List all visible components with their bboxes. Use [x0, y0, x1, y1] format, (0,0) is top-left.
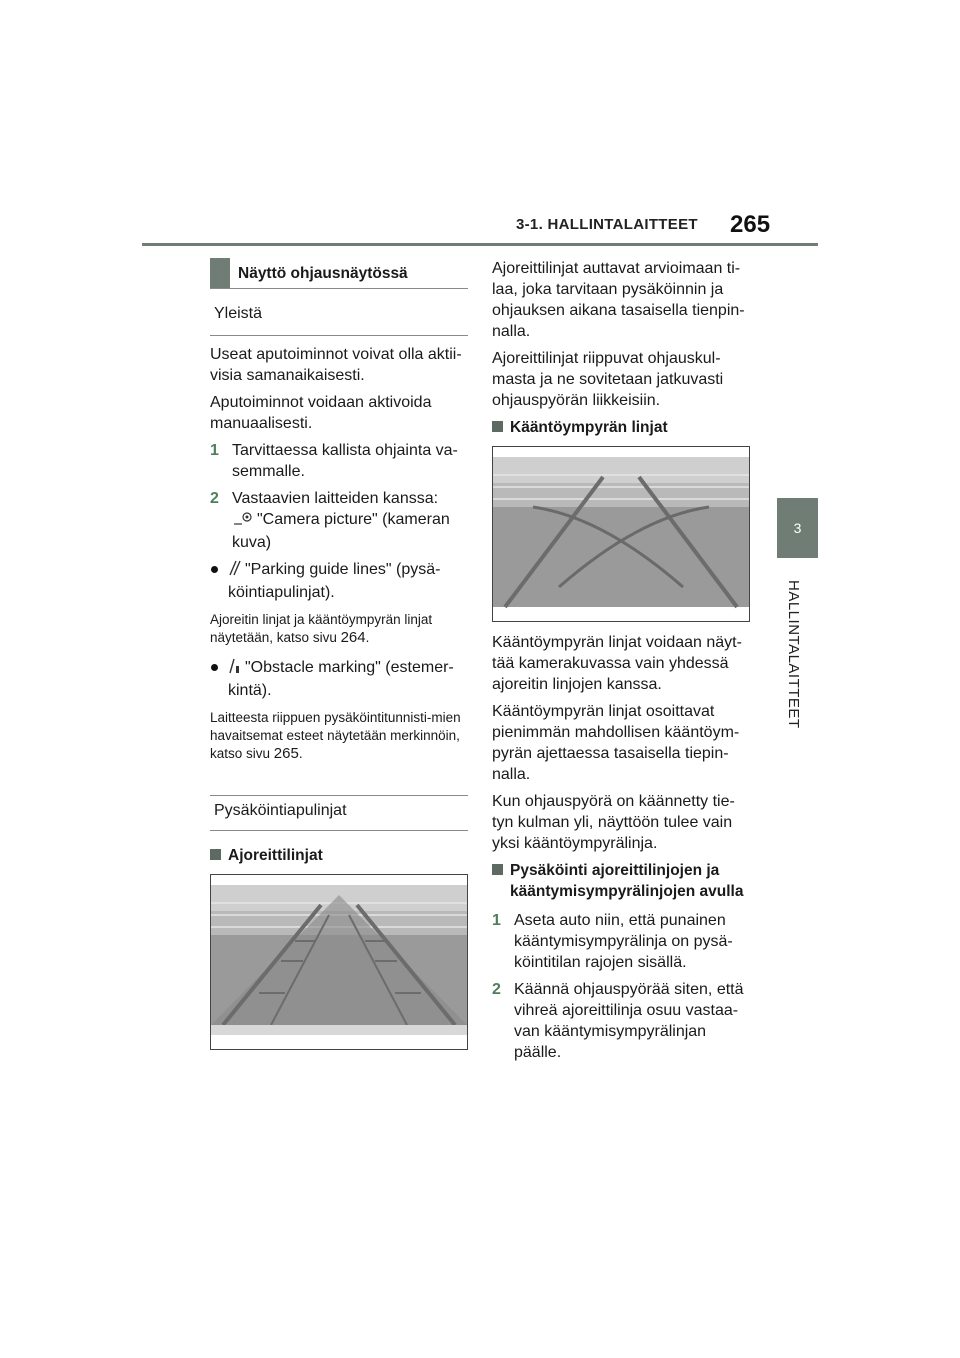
list-item-text: "Obstacle marking" (estemer-kintä). [228, 659, 454, 699]
step-number: 2 [492, 981, 501, 998]
chapter-tab: 3 [777, 498, 818, 558]
list-item [210, 559, 468, 603]
step-item [492, 910, 750, 973]
step-number: 1 [492, 912, 501, 929]
step-number: 2 [210, 490, 219, 507]
paragraph: Aputoiminnot voidaan aktivoida manuaalisesti. [210, 394, 432, 432]
section-box-title: Näyttö ohjausnäytössä [238, 265, 408, 282]
paragraph: Kun ohjauspyörä on käännetty tie-tyn kulman yli, näyttöön tulee vain yksi kääntöympyrälinja. [492, 793, 735, 852]
header-rule [142, 243, 818, 246]
page-reference[interactable]: 265 [273, 745, 299, 762]
subheading: Kääntöympyrän linjat [492, 417, 750, 438]
subheading: Ajoreittilinjat [210, 845, 468, 866]
section-box-subtitle: Pysäköintiapulinjat [214, 802, 347, 819]
section-box-subtitle: Yleistä [214, 305, 263, 322]
paragraph: Kääntöympyrän linjat osoittavat pienimmän mahdollisen kääntöym-pyrän ajettaessa tasaisella tiepin-nalla. [492, 703, 740, 783]
header-section-title: 3-1. HALLINTALAITTEET [516, 216, 698, 233]
paragraph: Useat aputoiminnot voivat olla aktii-visia samanaikaisesti. [210, 346, 462, 384]
step-item [492, 979, 750, 1063]
illustration-kaantoympyra [492, 446, 750, 622]
section-box-header [210, 258, 468, 289]
step-text: Tarvittaessa kallista ohjainta va-semmalle. [232, 442, 458, 480]
section-box-subtitle-row [210, 289, 468, 336]
list-item-text: "Parking guide lines" (pysä-köintiapulinjat). [228, 561, 441, 601]
page-reference[interactable]: 264 [340, 629, 366, 646]
page-number: 265 [730, 211, 771, 238]
paragraph: Kääntöympyrän linjat voidaan näyt-tää kamerakuvassa vain yhdessä ajoreitin linjojen kanssa. [492, 634, 742, 693]
note-text: Laitteesta riippuen pysäköintitunnisti-mien havaitsemat esteet näytetään merkinnöin, katso sivu 265. [210, 710, 461, 762]
step-item [210, 440, 468, 482]
paragraph: Ajoreittilinjat auttavat arvioimaan ti-laa, joka tarvitaan pysäköinnin ja ohjauksen aikana tasaisella tienpin-nalla. [492, 260, 745, 340]
step-text: Käännä ohjauspyörää siten, että vihreä ajoreittilinja osuu vastaa-van kääntymisympyrälinjan päälle. [514, 981, 744, 1061]
right-column [492, 258, 750, 1069]
paragraph: Ajoreittilinjat riippuvat ohjauskul-masta ja ne sovitetaan jatkuvasti ohjauspyörän liikkeisiin. [492, 350, 724, 409]
left-column [210, 258, 468, 1060]
parking-lines-icon [228, 560, 242, 582]
step-item [210, 488, 468, 553]
section-box-subtitle-row [210, 796, 468, 831]
step-detail: "Camera picture" (kameran kuva) [232, 511, 450, 551]
subheading: Pysäköinti ajoreittilinjojen ja kääntymisympyrälinjojen avulla [492, 860, 750, 902]
step-text: Aseta auto niin, että punainen kääntymisympyrälinja on pysä-köintitilan rajojen sisällä. [514, 912, 733, 971]
step-number: 1 [210, 442, 219, 459]
illustration-ajoreittilinjat [210, 874, 468, 1050]
list-item [210, 657, 468, 701]
note-text: Ajoreitin linjat ja kääntöympyrän linjat näytetään, katso sivu 264. [210, 612, 433, 646]
step-text: Vastaavien laitteiden kanssa: [232, 490, 439, 507]
chapter-side-label: HALLINTALAITTEET [785, 580, 802, 729]
camera-icon [232, 510, 254, 532]
obstacle-marking-icon [228, 658, 242, 680]
